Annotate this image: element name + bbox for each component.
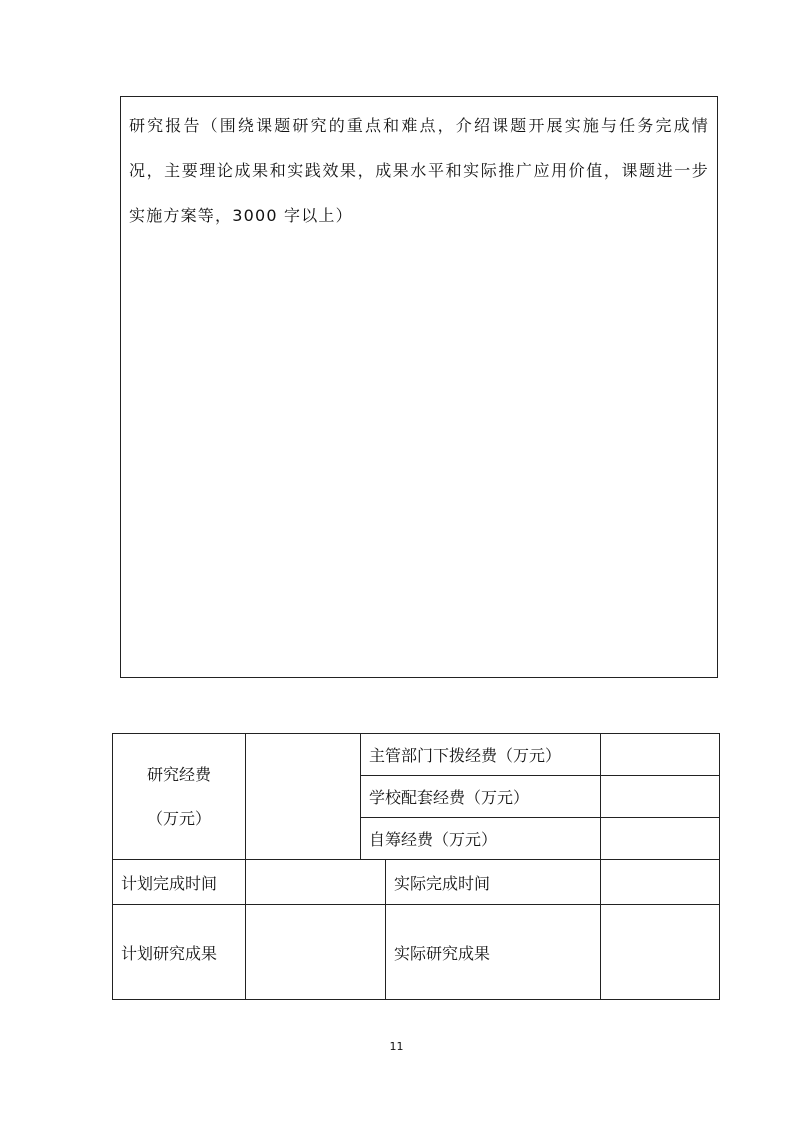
table-row [113,734,720,776]
planned-completion-label: 计划完成时间 [113,860,246,905]
funding-schedule-table [112,733,720,1000]
self-raised-value[interactable] [601,818,720,860]
research-report-box [120,96,718,678]
actual-results-value[interactable] [601,905,720,1000]
research-funding-label: 研究经费 [146,764,211,784]
school-matching-label: 学校配套经费（万元） [361,776,601,818]
research-funding-unit: （万元） [146,808,211,828]
department-allocation-label: 主管部门下拨经费（万元） [361,734,601,776]
planned-results-value[interactable] [246,905,386,1000]
department-allocation-value[interactable] [601,734,720,776]
table-row [113,860,720,905]
planned-completion-value[interactable] [246,860,386,905]
research-report-prompt: 研究报告（围绕课题研究的重点和难点，介绍课题开展实施与任务完成情况，主要理论成果和实践效果，成果水平和实际推广应用价值，课题进一步实施方案等，3000 字以上） [129,116,709,225]
research-funding-label-cell [113,734,246,860]
page-number: 11 [389,1040,404,1053]
planned-results-label: 计划研究成果 [113,905,246,1000]
actual-completion-label: 实际完成时间 [386,860,601,905]
actual-completion-value[interactable] [601,860,720,905]
table-row [113,905,720,1000]
school-matching-value[interactable] [601,776,720,818]
research-funding-total-cell[interactable] [246,734,361,860]
self-raised-label: 自筹经费（万元） [361,818,601,860]
actual-results-label: 实际研究成果 [386,905,601,1000]
